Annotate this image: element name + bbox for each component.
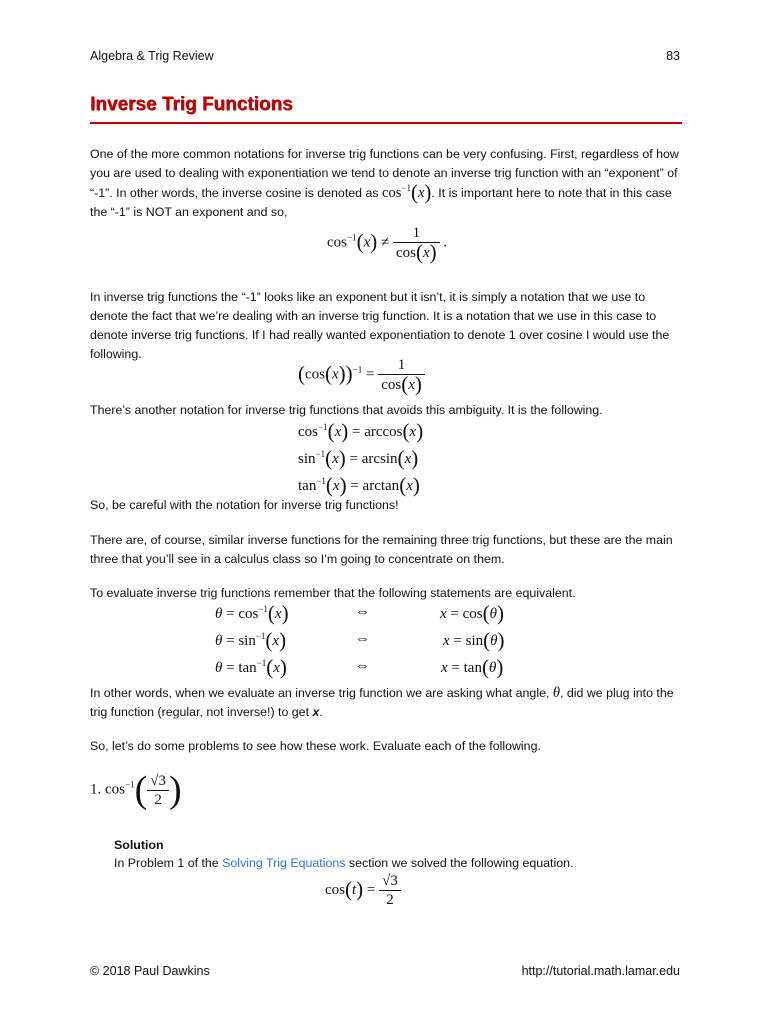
formula-reciprocal-cosine: $(\cos(x))^{-1}$ = $\frac{1}{\cos(x)}$ [298,356,425,394]
p1-text-a: One of the more common notations for inverse trig functions can be very confusing. First, regardless of how you are used to dealing with exponentiation we tend to denote an inverse trig function with an “exponent” of “-1”. In other words, the inverse cosine is denoted as [90,147,679,200]
solution-text [114,854,686,873]
paragraph-not-exponent: In inverse trig functions the “-1” looks like an exponent but it isn’t, it is simply a notation that we use to denote the fact that we’re dealing with an inverse trig function. It is a notation that we use in this case to denote inverse trig functions. If I had really wanted exponentiation to denote 1 over cosine I would use the following. [90,290,670,361]
solution-text-b: section we solved the following equation. [348,856,574,870]
solution-text-a: In Problem 1 of the [114,856,219,870]
inline-formula-arccos: $\cos^{-1}(x)$ [382,180,432,204]
paragraph-equivalent-statements: To evaluate inverse trig functions remember that the following statements are equivalent. [90,586,576,600]
formula-not-equal: $\cos^{-1}(x)$ ≠ $\frac{1}{\cos(x)}$ . [327,225,448,264]
solving-trig-equations-link[interactable]: Solving Trig Equations [222,856,346,870]
p7-text-end: . [319,705,323,719]
footer-url[interactable]: http://tutorial.math.lamar.edu [521,964,680,978]
formula-arctan: $\tan^{-1}(x) = \arctan(x)$ [298,473,420,497]
equiv-sin-right: x = sin(θ) [443,628,505,652]
solution-label: Solution [114,838,164,852]
theta-symbol: θ [552,685,560,701]
formula-arccos: $\cos^{-1}(x) = \arccos(x)$ [298,419,424,443]
formula-cos-t: cos(t) = $\frac{√3}{2}$ [325,872,401,909]
paragraph-alt-notation: There’s another notation for inverse trig functions that avoids this ambiguity. It is the following. [90,403,603,417]
formula-arcsin: $\sin^{-1}(x) = \arcsin(x)$ [298,446,419,470]
equiv-arrow-2: ⇔ [355,631,370,647]
paragraph-notation-intro [90,145,686,222]
equiv-cos-right: x = cos(θ) [440,601,505,625]
title-rule [90,122,682,124]
page-number: 83 [666,49,680,63]
x-variable: x [312,705,320,719]
equiv-sin-left: $\theta = \sin^{-1}(x)$ [215,628,287,652]
equiv-arrow-1: ⇔ [355,604,370,620]
p7-text-a: In other words, when we evaluate an inverse trig function we are asking what angle, [90,686,550,700]
paragraph-other-functions: There are, of course, similar inverse functions for the remaining three trig functions, but these are the main three that you’ll see in a calculus class so I’m going to concentrate on them. [90,533,673,566]
section-title: Inverse Trig Functions [90,94,293,115]
p1-text-b: . It is important here to note that in this case the “-1” is NOT an exponent and so, [90,186,672,219]
problem-1: 1. $\cos^{-1}$( $\frac{√3}{2}$ ) [90,769,182,811]
footer-copyright: © 2018 Paul Dawkins [90,964,210,978]
paragraph-do-problems: So, let’s do some problems to see how these work. Evaluate each of the following. [90,739,541,753]
running-header-title: Algebra & Trig Review [90,49,214,63]
equiv-cos-left: $\theta = \cos^{-1}(x)$ [215,601,289,625]
equiv-tan-left: $\theta = \tan^{-1}(x)$ [215,655,287,679]
paragraph-what-angle [90,684,686,722]
equiv-arrow-3: ⇔ [355,658,370,674]
paragraph-be-careful: So, be careful with the notation for inverse trig functions! [90,498,399,512]
equiv-tan-right: x = tan(θ) [441,655,504,679]
p7-text-b: , did we plug into the trig function (regular, not inverse!) to get [90,686,674,719]
problem-1-number: 1. [90,781,102,798]
